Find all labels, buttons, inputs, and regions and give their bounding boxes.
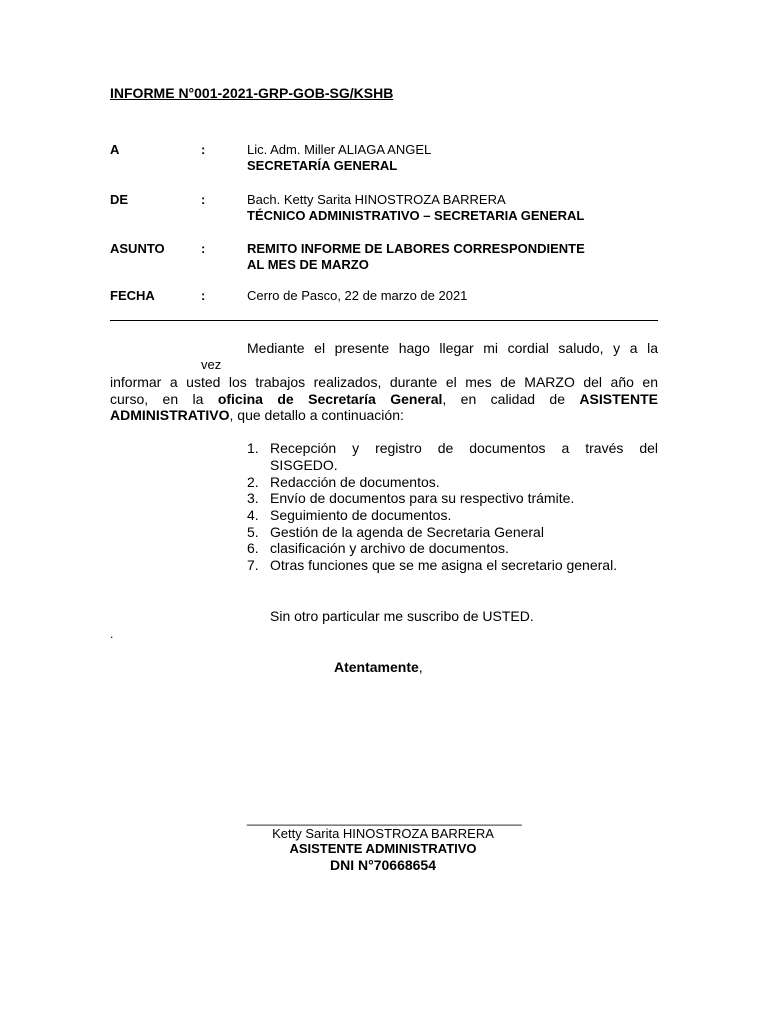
from-role: TÉCNICO ADMINISTRATIVO – SECRETARIA GENERAL [247,208,585,223]
list-item-number: 4. [247,507,259,523]
list-item-text-cont: SISGEDO. [270,457,338,473]
date-label: FECHA [110,288,155,303]
list-item-text: clasificación y archivo de documentos. [270,540,509,556]
list-item-text: Gestión de la agenda de Secretaria General [270,524,544,540]
body-line-2: informar a usted los trabajos realizados, durante el mes de MARZO del año en [110,374,658,390]
position-word-1: ASISTENTE [579,391,658,407]
list-item-number: 2. [247,474,259,490]
stray-dot: . [110,627,114,641]
subject-line-2: AL MES DE MARZO [247,257,369,272]
subject-colon: : [201,241,206,256]
regards-comma: , [418,659,423,675]
closing-line: Sin otro particular me suscribo de USTED. [270,608,534,624]
date-value: Cerro de Pasco, 22 de marzo de 2021 [247,288,468,303]
position-word-2: ADMINISTRATIVO [110,407,230,423]
report-title: INFORME N°001-2021-GRP-GOB-SG/KSHB [110,85,394,101]
body-line-1: Mediante el presente hago llegar mi cordial saludo, y a la [247,340,658,356]
to-role: SECRETARÍA GENERAL [247,158,398,173]
regards-word: Atentamente [334,659,419,675]
signer-dni: DNI N°70668654 [330,857,436,873]
signature-line: ______________________________________ [247,811,522,826]
list-item-text: Envío de documentos para su respectivo trámite. [270,490,575,506]
body-line-1-wrap: vez [201,357,222,372]
from-label: DE [110,192,129,207]
body-line-3-a: curso, en la [110,391,218,407]
to-label: A [110,142,120,157]
body-line-3 [110,391,658,407]
list-item-number: 6. [247,540,259,556]
signer-name: Ketty Sarita HINOSTROZA BARRERA [272,826,494,841]
from-name: Bach. Ketty Sarita HINOSTROZA BARRERA [247,192,506,207]
list-item-number: 1. [247,440,259,456]
to-name: Lic. Adm. Miller ALIAGA ANGEL [247,142,432,157]
list-item-text: Recepción y registro de documentos a través del [270,440,658,456]
subject-line-1: REMITO INFORME DE LABORES CORRESPONDIENTE [247,241,585,256]
list-item-number: 3. [247,490,259,506]
list-item-number: 5. [247,524,259,540]
body-line-4-b: , que detallo a continuación: [229,407,404,423]
regards [334,659,423,675]
to-colon: : [201,142,206,157]
header-divider [110,320,658,321]
subject-label: ASUNTO [110,241,165,256]
list-item-number: 7. [247,557,259,573]
office-name: oficina de Secretaría General [217,391,443,407]
body-line-4 [110,407,404,423]
signer-role: ASISTENTE ADMINISTRATIVO [289,841,477,856]
list-item-text: Redacción de documentos. [270,474,440,490]
date-colon: : [201,288,206,303]
list-item-text: Seguimiento de documentos. [270,507,452,523]
body-line-3-c: , en calidad de [442,391,580,407]
from-colon: : [201,192,206,207]
list-item-text: Otras funciones que se me asigna el secretario general. [270,557,618,573]
